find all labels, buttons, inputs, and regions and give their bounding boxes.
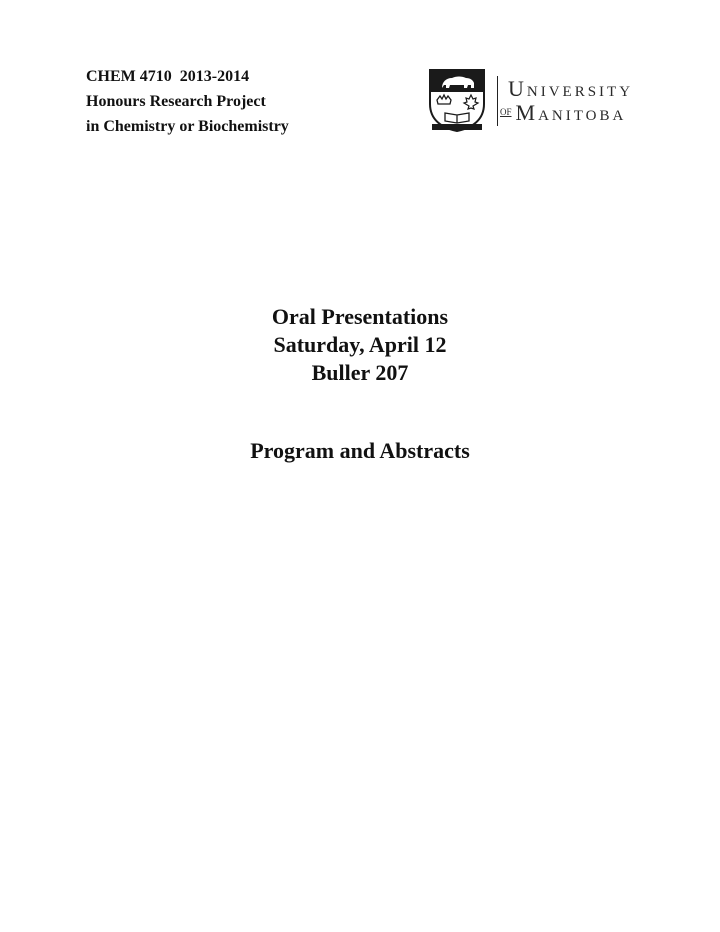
course-code-line: CHEM 4710 2013-2014 — [86, 68, 250, 85]
logo-divider — [497, 76, 498, 126]
logo-manitoba-word: OF MANITOBA — [500, 100, 627, 125]
event-date: Saturday, April 12 — [273, 332, 447, 357]
course-title-line: Honours Research Project — [86, 93, 266, 110]
event-title: Oral Presentations — [271, 304, 449, 329]
document-subtitle: Program and Abstracts — [250, 438, 470, 463]
course-info — [86, 64, 289, 139]
logo-university-word: UNIVERSITY — [508, 76, 634, 101]
event-location: Buller 207 — [311, 360, 409, 385]
university-crest-icon — [428, 68, 486, 132]
event-details — [0, 303, 720, 387]
course-subject-line: in Chemistry or Biochemistry — [86, 118, 289, 135]
university-logo — [428, 68, 644, 132]
